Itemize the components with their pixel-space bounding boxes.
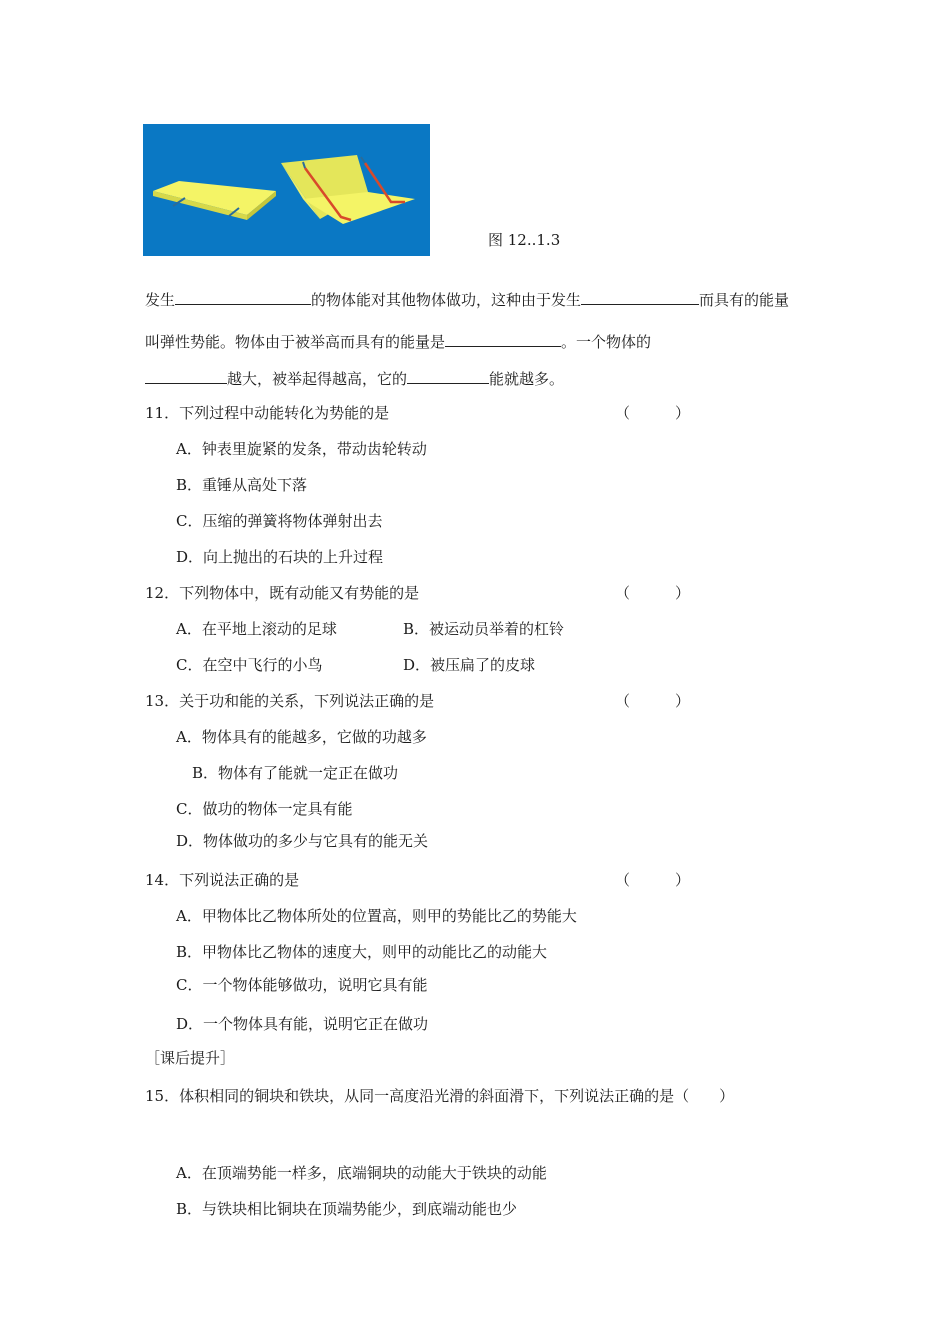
- question-14-stem: 14．下列说法正确的是: [145, 871, 300, 889]
- option-c: C．在空中飞行的小鸟: [176, 656, 323, 674]
- option-a: A．物体具有的能越多，它做的功越多: [176, 728, 427, 746]
- option-a: A．甲物体比乙物体所处的位置高，则甲的势能比乙的势能大: [176, 907, 577, 925]
- fill-in-line-2: [145, 331, 651, 352]
- bent-board-illustration: [143, 124, 430, 256]
- option-d: D．向上抛出的石块的上升过程: [176, 548, 384, 566]
- option-d: D．被压扁了的皮球: [403, 656, 536, 674]
- fill-in-line-3: [145, 368, 564, 389]
- option-c: C．做功的物体一定具有能: [176, 800, 353, 818]
- option-b: B．被运动员举着的杠铃: [403, 620, 565, 638]
- option-d: D．一个物体具有能，说明它正在做功: [176, 1015, 429, 1033]
- answer-bracket[interactable]: （ ）: [615, 584, 691, 602]
- answer-bracket[interactable]: （ ）: [615, 871, 691, 889]
- question-11-stem: 11．下列过程中动能转化为势能的是: [145, 404, 390, 422]
- answer-bracket[interactable]: （ ）: [615, 404, 691, 422]
- text: 。一个物体的: [561, 333, 652, 351]
- text: 而具有的能量: [699, 291, 790, 309]
- answer-blank[interactable]: [145, 369, 227, 384]
- figure-image: [143, 124, 430, 256]
- option-b: B．物体有了能就一定正在做功: [192, 764, 399, 782]
- fill-in-line-1: [145, 289, 789, 310]
- text: 越大，被举起得越高，它的: [227, 370, 408, 388]
- option-a: A．在平地上滚动的足球: [176, 620, 337, 638]
- answer-blank[interactable]: [175, 290, 311, 305]
- question-13-stem: 13．关于功和能的关系，下列说法正确的是: [145, 692, 435, 710]
- answer-blank[interactable]: [407, 369, 489, 384]
- section-title: ［课后提升］: [145, 1049, 236, 1067]
- option-b: B．甲物体比乙物体的速度大，则甲的动能比乙的动能大: [176, 943, 548, 961]
- answer-blank[interactable]: [581, 290, 699, 305]
- option-c: C．一个物体能够做功，说明它具有能: [176, 976, 428, 994]
- option-a: A．在顶端势能一样多，底端铜块的动能大于铁块的动能: [176, 1164, 547, 1182]
- option-d: D．物体做功的多少与它具有的能无关: [176, 832, 429, 850]
- figure-caption: 图 12..1.3: [488, 231, 561, 249]
- question-12-stem: 12．下列物体中，既有动能又有势能的是: [145, 584, 420, 602]
- question-15-stem: 15．体积相同的铜块和铁块，从同一高度沿光滑的斜面滑下，下列说法正确的是（ ）: [145, 1087, 735, 1105]
- text: 发生: [145, 291, 176, 309]
- text: 的物体能对其他物体做功，这种由于发生: [311, 291, 582, 309]
- text: 能就越多。: [489, 370, 565, 388]
- option-c: C．压缩的弹簧将物体弹射出去: [176, 512, 383, 530]
- text: 叫弹性势能。物体由于被举高而具有的能量是: [145, 333, 446, 351]
- option-b: B．重锤从高处下落: [176, 476, 308, 494]
- option-a: A．钟表里旋紧的发条，带动齿轮转动: [176, 440, 427, 458]
- answer-blank[interactable]: [445, 332, 561, 347]
- answer-bracket[interactable]: （ ）: [615, 692, 691, 710]
- option-b: B．与铁块相比铜块在顶端势能少，到底端动能也少: [176, 1200, 518, 1218]
